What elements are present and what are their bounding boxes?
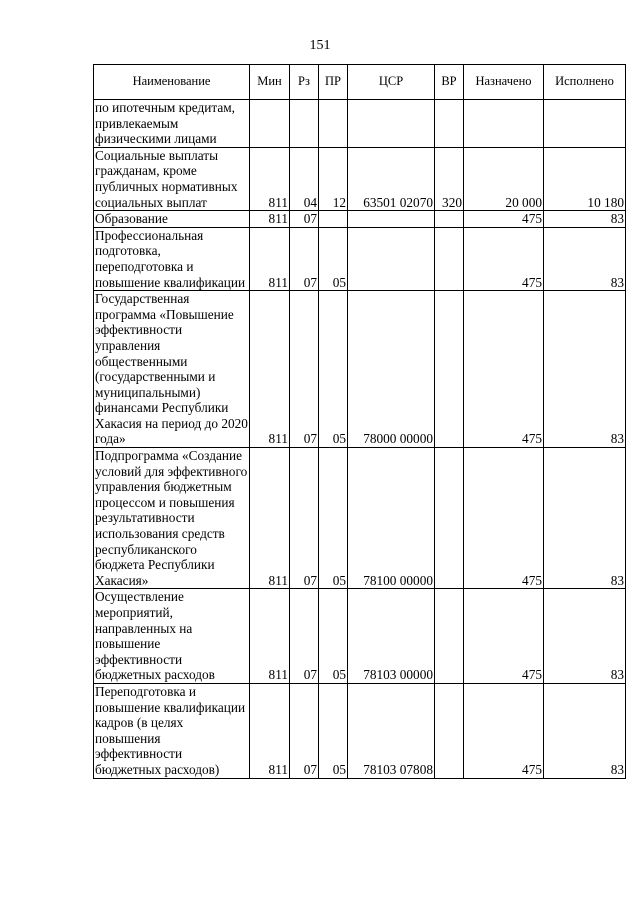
row-vr xyxy=(435,291,464,448)
row-assigned: 475 xyxy=(464,291,544,448)
row-csr xyxy=(348,100,435,148)
table-row xyxy=(94,448,626,589)
row-rz: 07 xyxy=(290,683,319,778)
row-csr: 78103 00000 xyxy=(348,589,435,684)
row-executed: 83 xyxy=(544,291,626,448)
row-name: Подпрограмма «Создание условий для эффективного управления бюджетным процессом и повышения результативности использования средств республиканского бюджета Республики Хакасия» xyxy=(94,448,250,589)
row-csr xyxy=(348,211,435,228)
row-min: 811 xyxy=(250,683,290,778)
row-name: Государственная программа «Повышение эффективности управления общественными (государственными и муниципальными) финансами Республики Хакасия на период до 2020 года» xyxy=(95,291,248,447)
row-name: Образование xyxy=(94,211,250,228)
row-name: Профессиональная подготовка, переподготовка и повышение квалификации xyxy=(94,227,250,290)
header-assigned: Назначено xyxy=(464,65,544,100)
row-executed xyxy=(544,100,626,148)
row-executed: 83 xyxy=(544,211,626,228)
row-rz: 04 xyxy=(290,147,319,210)
row-assigned: 475 xyxy=(464,589,544,684)
row-name: по ипотечным кредитам, привлекаемым физическими лицами xyxy=(94,100,250,148)
row-rz: 07 xyxy=(290,448,319,589)
row-vr: 320 xyxy=(435,147,464,210)
row-pr: 05 xyxy=(319,291,348,448)
row-csr xyxy=(348,227,435,290)
row-executed: 83 xyxy=(544,448,626,589)
row-assigned: 475 xyxy=(464,448,544,589)
table-row xyxy=(94,147,626,210)
row-csr: 78100 00000 xyxy=(348,448,435,589)
header-name: Наименование xyxy=(94,65,250,100)
row-executed: 83 xyxy=(544,683,626,778)
row-min: 811 xyxy=(250,211,290,228)
row-rz: 07 xyxy=(290,227,319,290)
table-row xyxy=(94,100,626,148)
page-number: 151 xyxy=(309,38,331,53)
row-pr xyxy=(319,100,348,148)
row-csr: 78000 00000 xyxy=(348,291,435,448)
row-vr xyxy=(435,211,464,228)
row-min: 811 xyxy=(250,291,290,448)
table-row xyxy=(94,211,626,228)
row-min: 811 xyxy=(250,589,290,684)
table-row xyxy=(94,227,626,290)
table-row xyxy=(94,683,626,778)
row-min: 811 xyxy=(250,147,290,210)
row-assigned: 20 000 xyxy=(464,147,544,210)
row-csr: 63501 02070 xyxy=(348,147,435,210)
row-vr xyxy=(435,683,464,778)
row-executed: 83 xyxy=(544,227,626,290)
row-pr xyxy=(319,211,348,228)
header-pr: ПР xyxy=(319,65,348,100)
row-vr xyxy=(435,100,464,148)
row-assigned: 475 xyxy=(464,211,544,228)
header-rz: Рз xyxy=(290,65,319,100)
row-rz xyxy=(290,100,319,148)
row-rz: 07 xyxy=(290,211,319,228)
row-assigned: 475 xyxy=(464,683,544,778)
row-assigned xyxy=(464,100,544,148)
row-vr xyxy=(435,589,464,684)
header-vr: ВР xyxy=(435,65,464,100)
row-min: 811 xyxy=(250,448,290,589)
row-csr: 78103 07808 xyxy=(348,683,435,778)
budget-table xyxy=(93,64,626,779)
row-assigned: 475 xyxy=(464,227,544,290)
row-executed: 10 180 xyxy=(544,147,626,210)
row-pr: 05 xyxy=(319,227,348,290)
row-pr: 05 xyxy=(319,448,348,589)
table-header-row xyxy=(94,65,626,100)
row-min: 811 xyxy=(250,227,290,290)
header-min: Мин xyxy=(250,65,290,100)
row-min xyxy=(250,100,290,148)
table-row xyxy=(94,291,626,448)
row-rz: 07 xyxy=(290,291,319,448)
header-executed: Исполнено xyxy=(544,65,626,100)
header-csr: ЦСР xyxy=(348,65,435,100)
table-row xyxy=(94,589,626,684)
row-pr: 12 xyxy=(319,147,348,210)
row-vr xyxy=(435,227,464,290)
row-vr xyxy=(435,448,464,589)
row-name: Социальные выплаты гражданам, кроме публичных нормативных социальных выплат xyxy=(94,147,250,210)
row-rz: 07 xyxy=(290,589,319,684)
row-pr: 05 xyxy=(319,683,348,778)
row-pr: 05 xyxy=(319,589,348,684)
row-name: Осуществление мероприятий, направленных на повышение эффективности бюджетных расходов xyxy=(94,589,250,684)
row-name: Переподготовка и повышение квалификации кадров (в целях повышения эффективности бюджетных расходов) xyxy=(94,683,250,778)
row-executed: 83 xyxy=(544,589,626,684)
